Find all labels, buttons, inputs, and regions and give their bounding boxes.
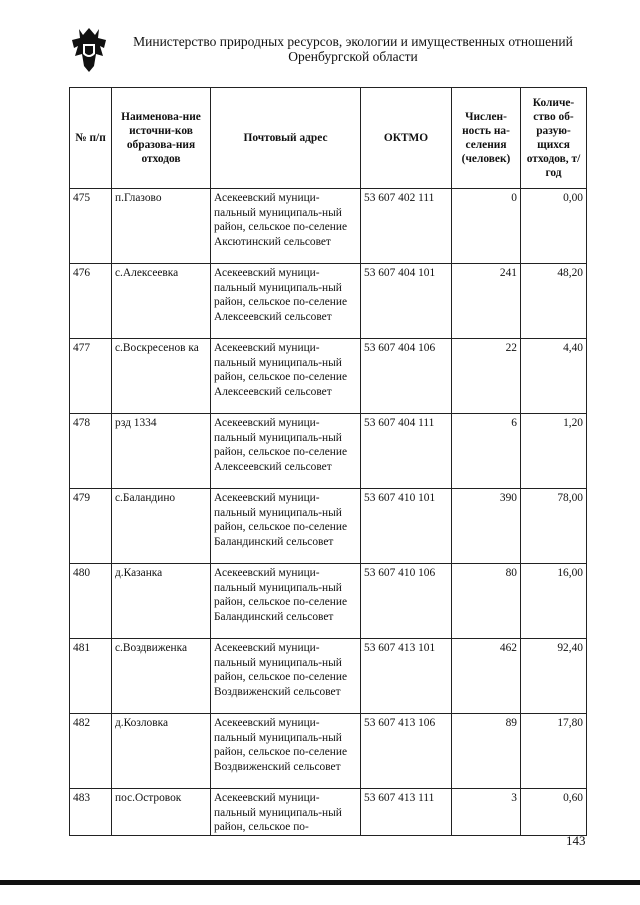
cell-waste-qty: 4,40 <box>521 339 587 414</box>
page-number: 143 <box>566 833 586 848</box>
table-row <box>70 264 587 339</box>
cell-population: 3 <box>452 789 521 836</box>
cell-source-name: с.Алексеевка <box>112 264 211 339</box>
table-row <box>70 789 587 836</box>
coat-of-arms-icon <box>70 26 108 74</box>
cell-oktmo: 53 607 410 106 <box>361 564 452 639</box>
table-row <box>70 414 587 489</box>
table-row <box>70 564 587 639</box>
cell-source-name: п.Глазово <box>112 189 211 264</box>
page-bottom-rule <box>0 880 640 885</box>
cell-address: Асекеевский муници-пальный муниципаль-ный район, сельское по- <box>211 789 361 836</box>
document-header <box>118 34 588 64</box>
cell-oktmo: 53 607 404 101 <box>361 264 452 339</box>
cell-number: 483 <box>70 789 112 836</box>
table-row <box>70 639 587 714</box>
cell-address: Асекеевский муници-пальный муниципаль-ный район, сельское по-селение Аксютинский сельсовет <box>211 189 361 264</box>
column-header-population: Числен-ность на-селения (человек) <box>452 88 521 189</box>
cell-number: 482 <box>70 714 112 789</box>
cell-number: 481 <box>70 639 112 714</box>
cell-waste-qty: 16,00 <box>521 564 587 639</box>
cell-waste-qty: 48,20 <box>521 264 587 339</box>
cell-address: Асекеевский муници-пальный муниципаль-ный район, сельское по-селение Воздвиженский сельсовет <box>211 639 361 714</box>
cell-number: 479 <box>70 489 112 564</box>
cell-waste-qty: 1,20 <box>521 414 587 489</box>
column-header-number: № п/п <box>70 88 112 189</box>
cell-oktmo: 53 607 410 101 <box>361 489 452 564</box>
ministry-title: Министерство природных ресурсов, экологии и имущественных отношений <box>133 34 573 49</box>
cell-population: 0 <box>452 189 521 264</box>
region-title: Оренбургской области <box>288 49 418 64</box>
cell-address: Асекеевский муници-пальный муниципаль-ный район, сельское по-селение Баландинский сельсовет <box>211 564 361 639</box>
cell-address: Асекеевский муници-пальный муниципаль-ный район, сельское по-селение Алексеевский сельсовет <box>211 414 361 489</box>
cell-number: 480 <box>70 564 112 639</box>
cell-population: 462 <box>452 639 521 714</box>
cell-number: 476 <box>70 264 112 339</box>
table-row <box>70 714 587 789</box>
cell-source-name: д.Козловка <box>112 714 211 789</box>
cell-source-name: с.Воздвиженка <box>112 639 211 714</box>
table-row <box>70 489 587 564</box>
cell-oktmo: 53 607 413 101 <box>361 639 452 714</box>
cell-waste-qty: 78,00 <box>521 489 587 564</box>
waste-sources-table <box>69 87 587 836</box>
cell-population: 241 <box>452 264 521 339</box>
cell-oktmo: 53 607 413 111 <box>361 789 452 836</box>
cell-source-name: д.Казанка <box>112 564 211 639</box>
column-header-address: Почтовый адрес <box>211 88 361 189</box>
cell-population: 6 <box>452 414 521 489</box>
column-header-waste-qty: Количе-ство об-разую-щихся отходов, т/год <box>521 88 587 189</box>
cell-population: 89 <box>452 714 521 789</box>
cell-number: 478 <box>70 414 112 489</box>
cell-population: 80 <box>452 564 521 639</box>
cell-address: Асекеевский муници-пальный муниципаль-ный район, сельское по-селение Баландинский сельсовет <box>211 489 361 564</box>
column-header-source-name: Наименова-ние источни-ков образова-ния отходов <box>112 88 211 189</box>
cell-population: 390 <box>452 489 521 564</box>
table-header-row <box>70 88 587 189</box>
cell-number: 475 <box>70 189 112 264</box>
cell-oktmo: 53 607 404 106 <box>361 339 452 414</box>
cell-waste-qty: 0,60 <box>521 789 587 836</box>
table-row <box>70 189 587 264</box>
cell-population: 22 <box>452 339 521 414</box>
cell-waste-qty: 17,80 <box>521 714 587 789</box>
cell-oktmo: 53 607 404 111 <box>361 414 452 489</box>
cell-source-name: рзд 1334 <box>112 414 211 489</box>
cell-waste-qty: 92,40 <box>521 639 587 714</box>
cell-address: Асекеевский муници-пальный муниципаль-ный район, сельское по-селение Воздвиженский сельсовет <box>211 714 361 789</box>
cell-source-name: пос.Островок <box>112 789 211 836</box>
cell-address: Асекеевский муници-пальный муниципаль-ный район, сельское по-селение Алексеевский сельсовет <box>211 339 361 414</box>
table-row <box>70 339 587 414</box>
cell-oktmo: 53 607 413 106 <box>361 714 452 789</box>
cell-waste-qty: 0,00 <box>521 189 587 264</box>
cell-number: 477 <box>70 339 112 414</box>
column-header-oktmo: ОКТМО <box>361 88 452 189</box>
cell-address: Асекеевский муници-пальный муниципаль-ный район, сельское по-селение Алексеевский сельсовет <box>211 264 361 339</box>
cell-source-name: с.Воскресенов ка <box>112 339 211 414</box>
cell-source-name: с.Баландино <box>112 489 211 564</box>
cell-oktmo: 53 607 402 111 <box>361 189 452 264</box>
